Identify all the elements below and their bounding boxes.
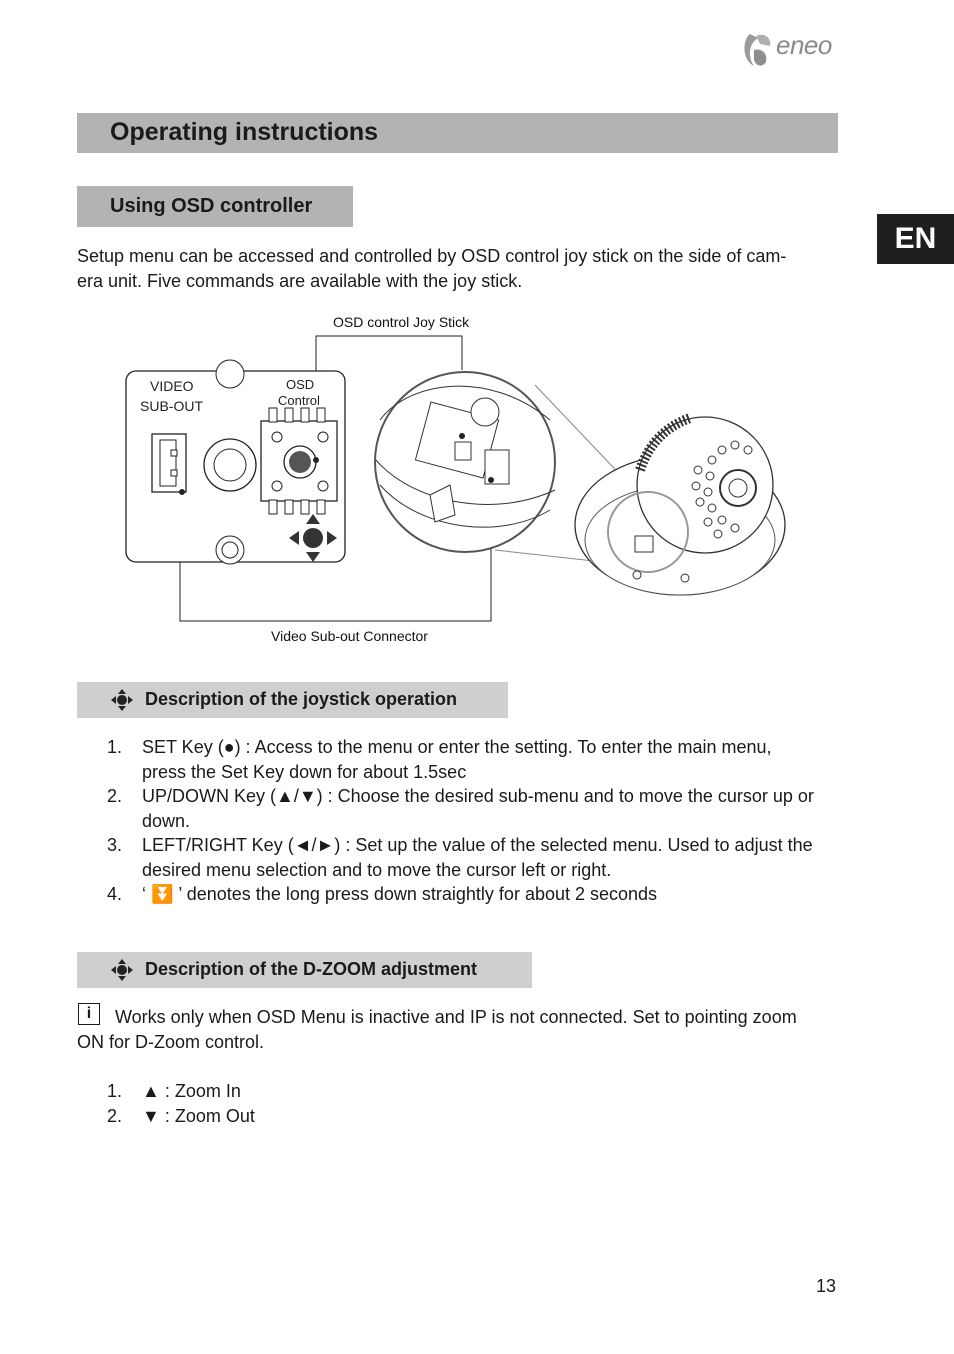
list-item-number: 2. [107, 786, 123, 806]
list-item-text: UP/DOWN Key (▲/▼) : Choose the desired sub-menu and to move the cursor up or [142, 786, 814, 806]
list-item-number: 2. [107, 1105, 123, 1126]
list-item-number: 3. [107, 835, 123, 855]
intro-line-2: era unit. Five commands are available with the joy stick. [77, 270, 523, 291]
brand-name: eneo [776, 30, 832, 60]
joystick-steps-list [77, 735, 842, 907]
list-item-text: ▲ : Zoom In [142, 1081, 241, 1101]
dzoom-steps-list [77, 1079, 842, 1128]
language-tab[interactable]: EN [877, 214, 954, 264]
list-item-text: down. [142, 810, 191, 831]
board-label-subout: SUB-OUT [140, 398, 203, 414]
four-way-arrow-icon [110, 958, 134, 982]
intro-paragraph [77, 244, 841, 293]
list-item-number: 1. [107, 1081, 123, 1101]
list-item [77, 1079, 842, 1104]
list-item-text: ‘ ⏬ ’ denotes the long press down straightly for about 2 seconds [142, 884, 658, 904]
list-item-number: 1. [107, 737, 123, 757]
page-title: Operating instructions [110, 118, 379, 146]
dzoom-note-line-1: Works only when OSD Menu is inactive and IP is not connected. Set to pointing zoom [115, 1007, 797, 1027]
list-item-number: 4. [107, 884, 123, 904]
figure-label-joystick: OSD control Joy Stick [333, 314, 470, 330]
list-item-text: ▼ : Zoom Out [142, 1105, 255, 1126]
list-item [77, 833, 842, 882]
board-label-video: VIDEO [150, 378, 194, 394]
list-item-text: desired menu selection and to move the cursor left or right. [142, 859, 612, 880]
intro-line-1: Setup menu can be accessed and controlled by OSD control joy stick on the side of cam- [77, 246, 787, 266]
page-number: 13 [816, 1276, 837, 1296]
four-way-arrow-icon [110, 688, 134, 712]
section-title: Using OSD controller [110, 195, 313, 217]
board-label-control: Control [278, 393, 320, 408]
list-item-text: SET Key (●) : Access to the menu or enter the setting. To enter the main menu, [142, 737, 772, 757]
info-icon: i [78, 1003, 100, 1025]
figure-label-video-subout: Video Sub-out Connector [271, 628, 428, 644]
joystick-section-title: Description of the joystick operation [145, 689, 458, 709]
list-item-text: press the Set Key down for about 1.5sec [142, 761, 467, 782]
dzoom-section-title: Description of the D-ZOOM adjustment [145, 959, 478, 979]
list-item [77, 1104, 842, 1129]
board-label-osd: OSD [286, 377, 315, 392]
list-item-text: LEFT/RIGHT Key (◄/►) : Set up the value of the selected menu. Used to adjust the [142, 835, 813, 855]
dzoom-note [77, 1005, 841, 1054]
list-item [77, 784, 842, 833]
list-item [77, 735, 842, 784]
dzoom-note-line-2: ON for D-Zoom control. [77, 1031, 265, 1052]
list-item [77, 882, 842, 907]
osd-controller-figure [110, 300, 810, 655]
